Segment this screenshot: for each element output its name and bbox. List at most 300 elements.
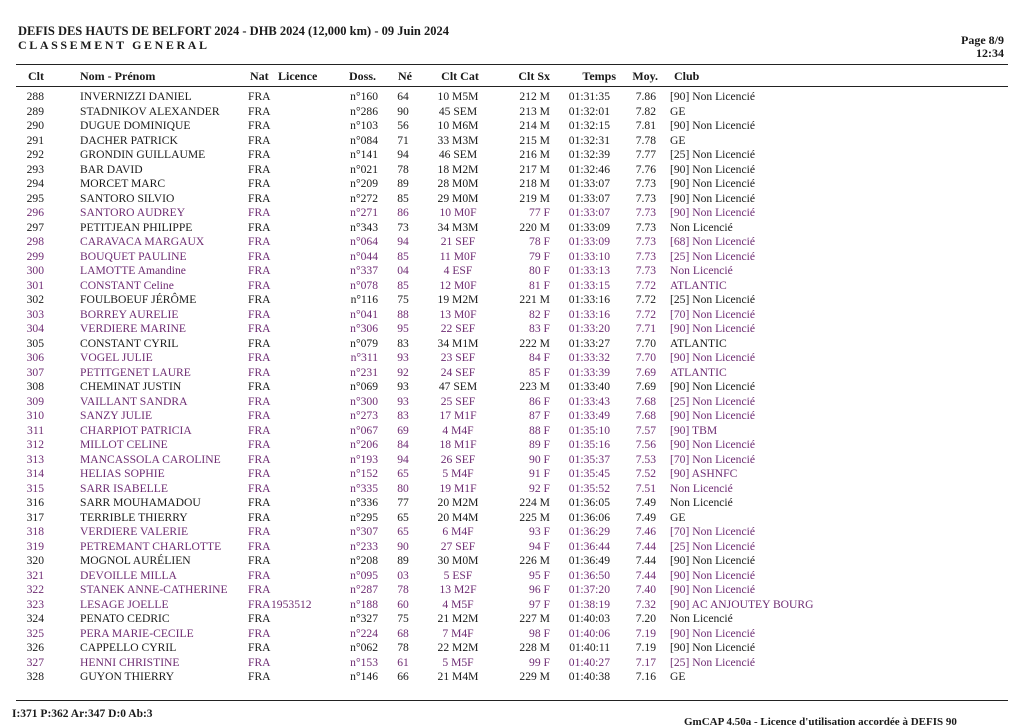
table-row xyxy=(0,525,1024,540)
cell-temps: 01:33:39 xyxy=(568,365,610,379)
cell-ne: 85 xyxy=(397,249,409,263)
cell-ne: 95 xyxy=(397,322,409,335)
cell-clt-sx: 229 M xyxy=(519,670,550,683)
cell-clt-cat: 4 M5F xyxy=(442,597,474,611)
cell-moy: 7.57 xyxy=(635,423,656,437)
cell-clt-sx: 78 F xyxy=(529,235,550,248)
cell-clt: 318 xyxy=(26,525,44,538)
cell-clt-sx: 94 F xyxy=(529,539,550,553)
cell-clt-cat: 23 SEF xyxy=(440,351,476,364)
cell-club: [90] Non Licencié xyxy=(670,641,755,654)
page-label: Page 8/9 xyxy=(961,33,1004,47)
cell-temps: 01:36:50 xyxy=(568,568,610,582)
cell-moy: 7.46 xyxy=(635,525,656,538)
report-subtitle: CLASSEMENT GENERAL xyxy=(18,38,210,52)
cell-clt: 293 xyxy=(26,162,44,176)
cell-doss: n°224 xyxy=(350,626,378,640)
col-header-nat: Nat xyxy=(250,69,269,83)
cell-moy: 7.19 xyxy=(635,641,656,654)
cell-moy: 7.73 xyxy=(635,264,656,277)
cell-club: [25] Non Licencié xyxy=(670,394,755,408)
cell-moy: 7.73 xyxy=(635,249,656,263)
cell-ne: 88 xyxy=(397,307,409,321)
cell-nom: CHEMINAT JUSTIN xyxy=(80,380,182,393)
cell-nat: FRA xyxy=(248,394,271,408)
table-row xyxy=(0,264,1024,279)
cell-doss: n°069 xyxy=(350,380,378,393)
cell-nat: FRA xyxy=(248,307,271,321)
cell-nat: FRA xyxy=(248,264,271,277)
table-row xyxy=(0,612,1024,627)
cell-clt-cat: 34 M1M xyxy=(437,336,479,350)
cell-club: ATLANTIC xyxy=(670,336,727,350)
cell-doss: n°306 xyxy=(350,322,378,335)
cell-ne: 69 xyxy=(397,423,409,437)
table-row xyxy=(0,511,1024,526)
table-row xyxy=(0,148,1024,163)
cell-nat: FRA xyxy=(248,496,271,509)
cell-ne: 85 xyxy=(397,278,409,292)
cell-clt: 291 xyxy=(26,133,44,147)
cell-club: [90] Non Licencié xyxy=(670,90,755,103)
page-number xyxy=(961,34,1004,60)
cell-nat: FRA xyxy=(248,220,271,234)
cell-moy: 7.81 xyxy=(635,119,656,132)
cell-nat: FRA xyxy=(248,655,271,669)
cell-clt-cat: 30 M0M xyxy=(437,554,479,567)
table-row xyxy=(0,250,1024,265)
cell-nom: BAR DAVID xyxy=(80,162,143,176)
cell-moy: 7.71 xyxy=(635,322,656,335)
cell-temps: 01:33:43 xyxy=(568,394,610,408)
cell-clt-cat: 21 SEF xyxy=(440,235,476,248)
cell-clt: 298 xyxy=(26,235,44,248)
cell-clt-sx: 225 M xyxy=(519,510,550,524)
cell-ne: 90 xyxy=(397,104,409,118)
cell-temps: 01:32:46 xyxy=(568,162,610,176)
cell-ne: 75 xyxy=(397,612,409,625)
cell-club: [90] Non Licencié xyxy=(670,554,755,567)
cell-clt-cat: 26 SEF xyxy=(440,452,476,466)
table-row xyxy=(0,409,1024,424)
cell-moy: 7.44 xyxy=(635,568,656,582)
table-row xyxy=(0,119,1024,134)
cell-temps: 01:33:32 xyxy=(568,351,610,364)
table-row xyxy=(0,627,1024,642)
cell-moy: 7.20 xyxy=(635,612,656,625)
col-header-moy: Moy. xyxy=(632,69,658,83)
cell-club: [90] Non Licencié xyxy=(670,206,755,219)
cell-nat: FRA xyxy=(248,539,271,553)
cell-club: Non Licencié xyxy=(670,481,733,495)
cell-club: [25] Non Licencié xyxy=(670,293,755,306)
cell-clt-sx: 221 M xyxy=(519,293,550,306)
cell-nat: FRA xyxy=(248,583,271,596)
cell-nom: HELIAS SOPHIE xyxy=(80,467,165,480)
cell-temps: 01:38:19 xyxy=(568,597,610,611)
cell-clt: 297 xyxy=(26,220,44,234)
cell-temps: 01:40:27 xyxy=(568,655,610,669)
cell-clt-sx: 90 F xyxy=(529,452,550,466)
cell-ne: 64 xyxy=(397,90,409,103)
table-row xyxy=(0,583,1024,598)
table-row xyxy=(0,467,1024,482)
cell-nom: BOUQUET PAULINE xyxy=(80,249,187,263)
cell-clt-cat: 19 M1F xyxy=(439,481,477,495)
cell-doss: n°041 xyxy=(350,307,378,321)
cell-moy: 7.49 xyxy=(635,496,656,509)
cell-doss: n°337 xyxy=(350,264,378,277)
cell-club: Non Licencié xyxy=(670,220,733,234)
cell-doss: n°271 xyxy=(350,206,378,219)
cell-nom: DACHER PATRICK xyxy=(80,133,178,147)
table-row xyxy=(0,395,1024,410)
cell-moy: 7.16 xyxy=(635,670,656,683)
cell-nat: FRA xyxy=(248,235,271,248)
cell-club: [90] Non Licencié xyxy=(670,380,755,393)
cell-nom: CHARPIOT PATRICIA xyxy=(80,423,192,437)
cell-clt: 295 xyxy=(26,191,44,205)
cell-nom: GRONDIN GUILLAUME xyxy=(80,148,206,161)
cell-ne: 66 xyxy=(397,670,409,683)
cell-clt-sx: 215 M xyxy=(519,133,550,147)
cell-clt-cat: 25 SEF xyxy=(440,394,476,408)
cell-clt-sx: 99 F xyxy=(529,655,550,669)
cell-temps: 01:36:29 xyxy=(568,525,610,538)
cell-nat: FRA xyxy=(248,365,271,379)
cell-doss: n°021 xyxy=(350,162,378,176)
cell-clt: 288 xyxy=(26,90,44,103)
cell-moy: 7.32 xyxy=(635,597,656,611)
cell-moy: 7.70 xyxy=(635,336,656,350)
cell-nat: FRA xyxy=(248,293,271,306)
cell-clt: 327 xyxy=(26,655,44,669)
cell-doss: n°141 xyxy=(350,148,378,161)
cell-doss: n°116 xyxy=(350,293,378,306)
column-header-row xyxy=(0,69,1024,83)
cell-clt-sx: 81 F xyxy=(529,278,550,292)
cell-clt-cat: 24 SEF xyxy=(440,365,476,379)
cell-temps: 01:33:16 xyxy=(568,307,610,321)
cell-ne: 92 xyxy=(397,365,409,379)
cell-clt-cat: 11 M0F xyxy=(439,249,477,263)
cell-moy: 7.56 xyxy=(635,438,656,451)
cell-nat: FRA xyxy=(248,104,271,118)
cell-club: GE xyxy=(670,670,686,683)
cell-clt: 289 xyxy=(26,104,44,118)
cell-moy: 7.44 xyxy=(635,554,656,567)
cell-nat: FRA xyxy=(248,525,271,538)
cell-nom: INVERNIZZI DANIEL xyxy=(80,90,192,103)
table-row xyxy=(0,540,1024,555)
cell-club: [25] Non Licencié xyxy=(670,655,755,669)
cell-clt-sx: 98 F xyxy=(529,626,550,640)
cell-nom: CONSTANT Celine xyxy=(80,278,174,292)
table-row xyxy=(0,105,1024,120)
cell-ne: 90 xyxy=(397,539,409,553)
footer-stats: I:371 P:362 Ar:347 D:0 Ab:3 xyxy=(12,708,153,720)
cell-moy: 7.76 xyxy=(635,162,656,176)
cell-nat: FRA xyxy=(248,670,271,683)
cell-doss: n°336 xyxy=(350,496,378,509)
col-header-nom: Nom - Prénom xyxy=(80,69,156,83)
cell-temps: 01:32:31 xyxy=(568,133,610,147)
cell-temps: 01:33:07 xyxy=(568,206,610,219)
cell-clt-sx: 212 M xyxy=(519,90,550,103)
cell-clt: 296 xyxy=(26,206,44,219)
cell-nat: FRA xyxy=(248,380,271,393)
cell-ne: 60 xyxy=(397,597,409,611)
cell-nom: MILLOT CELINE xyxy=(80,438,168,451)
col-header-licence: Licence xyxy=(278,69,318,83)
cell-doss: n°062 xyxy=(350,641,378,654)
cell-clt: 326 xyxy=(26,641,44,654)
cell-clt: 314 xyxy=(26,467,44,480)
cell-temps: 01:40:11 xyxy=(569,641,610,654)
cell-ne: 94 xyxy=(397,452,409,466)
cell-doss: n°273 xyxy=(350,409,378,422)
cell-moy: 7.73 xyxy=(635,206,656,219)
cell-clt-sx: 226 M xyxy=(519,554,550,567)
cell-nat: FRA xyxy=(248,438,271,451)
cell-clt: 316 xyxy=(26,496,44,509)
cell-temps: 01:33:49 xyxy=(568,409,610,422)
cell-clt-sx: 222 M xyxy=(519,336,550,350)
cell-club: [90] Non Licencié xyxy=(670,322,755,335)
cell-nom: PERA MARIE-CECILE xyxy=(80,626,194,640)
cell-doss: n°295 xyxy=(350,510,378,524)
cell-nom: CARAVACA MARGAUX xyxy=(80,235,205,248)
table-row xyxy=(0,221,1024,236)
cell-clt: 299 xyxy=(26,249,44,263)
cell-clt-cat: 4 ESF xyxy=(443,264,473,277)
cell-nat: FRA xyxy=(248,336,271,350)
cell-nat: FRA xyxy=(248,452,271,466)
cell-clt-cat: 22 SEF xyxy=(440,322,476,335)
cell-nom: PETITGENET LAURE xyxy=(80,365,191,379)
cell-clt-sx: 88 F xyxy=(529,423,550,437)
cell-doss: n°287 xyxy=(350,583,378,596)
cell-nat: FRA xyxy=(248,133,271,147)
cell-doss: n°044 xyxy=(350,249,378,263)
cell-moy: 7.19 xyxy=(635,626,656,640)
cell-clt-cat: 10 M5M xyxy=(437,90,479,103)
cell-clt: 313 xyxy=(26,452,44,466)
cell-clt-sx: 89 F xyxy=(529,438,550,451)
col-header-temps: Temps xyxy=(582,69,616,83)
cell-nat: FRA xyxy=(248,162,271,176)
cell-nom: VOGEL JULIE xyxy=(80,351,153,364)
cell-ne: 65 xyxy=(397,525,409,538)
cell-clt: 311 xyxy=(27,423,44,437)
cell-club: [90] Non Licencié xyxy=(670,583,755,596)
cell-clt-sx: 228 M xyxy=(519,641,550,654)
cell-moy: 7.86 xyxy=(635,90,656,103)
table-row xyxy=(0,598,1024,613)
cell-clt: 305 xyxy=(26,336,44,350)
cell-clt-sx: 97 F xyxy=(529,597,550,611)
cell-club: [90] Non Licencié xyxy=(670,191,755,205)
cell-ne: 84 xyxy=(397,438,409,451)
cell-club: [25] Non Licencié xyxy=(670,148,755,161)
cell-clt-sx: 80 F xyxy=(529,264,550,277)
cell-clt-sx: 95 F xyxy=(529,568,550,582)
cell-temps: 01:33:07 xyxy=(568,177,610,190)
cell-nom: GUYON THIERRY xyxy=(80,670,175,683)
cell-ne: 78 xyxy=(397,162,409,176)
cell-nat: FRA xyxy=(248,423,271,437)
cell-nat: FRA xyxy=(248,148,271,161)
cell-temps: 01:33:10 xyxy=(568,249,610,263)
cell-temps: 01:35:10 xyxy=(568,423,610,437)
footer-rule xyxy=(16,700,1008,701)
cell-nom: PETITJEAN PHILIPPE xyxy=(80,220,193,234)
cell-temps: 01:33:16 xyxy=(568,293,610,306)
cell-nom: SANTORO AUDREY xyxy=(80,206,186,219)
cell-club: GE xyxy=(670,133,686,147)
cell-moy: 7.73 xyxy=(635,177,656,190)
cell-moy: 7.40 xyxy=(635,583,656,596)
cell-nat: FRA xyxy=(248,409,271,422)
cell-doss: n°206 xyxy=(350,438,378,451)
cell-clt-sx: 224 M xyxy=(519,496,550,509)
cell-moy: 7.82 xyxy=(635,104,656,118)
cell-club: GE xyxy=(670,510,686,524)
cell-moy: 7.72 xyxy=(635,278,656,292)
cell-moy: 7.44 xyxy=(635,539,656,553)
cell-clt-cat: 22 M2M xyxy=(437,641,479,654)
cell-doss: n°272 xyxy=(350,191,378,205)
cell-moy: 7.51 xyxy=(635,481,656,495)
cell-ne: 71 xyxy=(397,133,409,147)
cell-temps: 01:35:37 xyxy=(568,452,610,466)
cell-clt-cat: 46 SEM xyxy=(438,148,478,161)
footer-licence-note: GmCAP 4.50a - Licence d'utilisation accordée à DEFIS 90 xyxy=(684,716,957,728)
cell-clt: 290 xyxy=(26,119,44,132)
cell-nom: HENNI CHRISTINE xyxy=(80,655,180,669)
cell-temps: 01:36:44 xyxy=(568,539,610,553)
cell-nom: SANTORO SILVIO xyxy=(80,191,175,205)
cell-club: [90] Non Licencié xyxy=(670,162,755,176)
cell-clt-sx: 219 M xyxy=(519,191,550,205)
report-title: DEFIS DES HAUTS DE BELFORT 2024 - DHB 2024 (12,000 km) - 09 Juin 2024 xyxy=(18,24,449,38)
cell-temps: 01:36:49 xyxy=(568,554,610,567)
cell-club: [90] Non Licencié xyxy=(670,438,755,451)
cell-clt-cat: 47 SEM xyxy=(438,380,478,393)
cell-club: [70] Non Licencié xyxy=(670,525,755,538)
table-row xyxy=(0,366,1024,381)
cell-clt-cat: 13 M2F xyxy=(439,583,477,596)
cell-nom: SARR MOUHAMADOU xyxy=(80,496,201,509)
cell-nat: FRA xyxy=(248,177,271,190)
cell-clt-sx: 93 F xyxy=(529,525,550,538)
cell-club: [70] Non Licencié xyxy=(670,452,755,466)
table-row xyxy=(0,670,1024,685)
cell-clt-cat: 12 M0F xyxy=(439,278,477,292)
cell-club: GE xyxy=(670,104,686,118)
cell-temps: 01:33:27 xyxy=(568,336,610,350)
cell-ne: 89 xyxy=(397,554,409,567)
cell-licence: 1953512 xyxy=(271,597,312,611)
cell-clt-cat: 20 M4M xyxy=(437,510,479,524)
cell-doss: n°233 xyxy=(350,539,378,553)
cell-clt-sx: 79 F xyxy=(529,249,550,263)
cell-club: ATLANTIC xyxy=(670,278,727,292)
cell-temps: 01:35:52 xyxy=(568,481,610,495)
cell-ne: 77 xyxy=(397,496,409,509)
table-row xyxy=(0,641,1024,656)
cell-nom: MORCET MARC xyxy=(80,177,166,190)
cell-clt-cat: 10 M6M xyxy=(437,119,479,132)
cell-nat: FRA xyxy=(248,510,271,524)
cell-clt: 319 xyxy=(26,539,44,553)
cell-temps: 01:33:40 xyxy=(568,380,610,393)
cell-clt: 292 xyxy=(26,148,44,161)
cell-clt-cat: 21 M2M xyxy=(437,612,479,625)
cell-nat: FRA xyxy=(248,481,271,495)
cell-clt: 307 xyxy=(26,365,44,379)
cell-temps: 01:33:07 xyxy=(568,191,610,205)
cell-clt-cat: 18 M2M xyxy=(437,162,479,176)
cell-clt-sx: 85 F xyxy=(529,365,550,379)
cell-clt-cat: 33 M3M xyxy=(437,133,479,147)
cell-temps: 01:32:01 xyxy=(568,104,610,118)
cell-ne: 85 xyxy=(397,191,409,205)
cell-clt-sx: 91 F xyxy=(529,467,550,480)
cell-clt-sx: 216 M xyxy=(519,148,550,161)
cell-doss: n°208 xyxy=(350,554,378,567)
table-row xyxy=(0,351,1024,366)
table-row xyxy=(0,134,1024,149)
cell-nat: FRA xyxy=(248,351,271,364)
col-header-doss: Doss. xyxy=(348,69,376,83)
table-row xyxy=(0,569,1024,584)
cell-nat: FRA xyxy=(248,206,271,219)
cell-clt: 312 xyxy=(26,438,44,451)
cell-clt-sx: 83 F xyxy=(529,322,550,335)
cell-clt-cat: 6 M4F xyxy=(442,525,474,538)
cell-clt-cat: 4 M4F xyxy=(442,423,474,437)
table-row xyxy=(0,554,1024,569)
cell-moy: 7.53 xyxy=(635,452,656,466)
col-header-ne: Né xyxy=(398,69,412,83)
cell-nom: CONSTANT CYRIL xyxy=(80,336,179,350)
cell-nat: FRA xyxy=(248,278,271,292)
table-row xyxy=(0,656,1024,671)
cell-clt-sx: 213 M xyxy=(519,104,550,118)
cell-ne: 04 xyxy=(397,264,409,277)
cell-doss: n°079 xyxy=(350,336,378,350)
cell-nat: FRA xyxy=(248,249,271,263)
table-row xyxy=(0,177,1024,192)
cell-nom: BORREY AURELIE xyxy=(80,307,179,321)
cell-clt-sx: 87 F xyxy=(529,409,550,422)
cell-clt: 320 xyxy=(26,554,44,567)
cell-ne: 56 xyxy=(397,119,409,132)
cell-nom: SANZY JULIE xyxy=(80,409,153,422)
cell-moy: 7.69 xyxy=(635,380,656,393)
table-row xyxy=(0,424,1024,439)
cell-nat: FRA xyxy=(248,322,271,335)
cell-clt-sx: 220 M xyxy=(519,220,550,234)
cell-temps: 01:40:03 xyxy=(568,612,610,625)
cell-nat: FRA xyxy=(248,612,271,625)
table-row xyxy=(0,279,1024,294)
cell-nat: FRA xyxy=(248,119,271,132)
cell-ne: 94 xyxy=(397,148,409,161)
cell-nat: FRA xyxy=(248,191,271,205)
table-row xyxy=(0,482,1024,497)
